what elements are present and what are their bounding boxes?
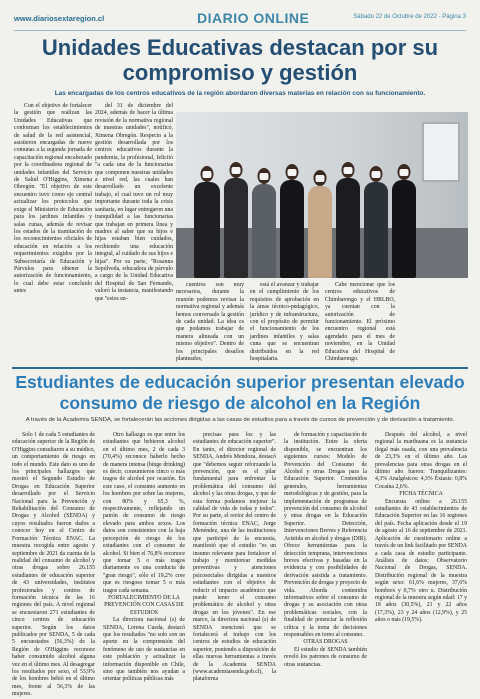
photo-person bbox=[224, 178, 248, 278]
section-title: DIARIO ONLINE bbox=[197, 10, 310, 26]
article2-subheading-prevention: FORTALECIMIENTO DE LA PREVENCIÓN CON CASAS DE ESTUDIOS bbox=[104, 594, 184, 616]
article1-headline: Unidades Educativas destacan por su compromiso y gestión bbox=[41, 35, 439, 85]
site-url[interactable]: www.diariosextaregion.cl bbox=[14, 14, 105, 23]
article1-col3-text: cuentros son muy necesarios, durante la reunión podemos revisar la normativa regional y además hemos conversado la gestión de cada unidad. La idea es que podamos trabajar de manera alineada con un mismo objetivo". Dentro de los principales desafíos planteados, bbox=[176, 282, 244, 363]
article1-col1-text: Con el objetivo de fortalecer la gestión que realizan las Unidades Educativas que conforman los establecimientos de salud de la red asistencial, asistieron encargadas de nueve comunas a la segunda jornada de capacitación regional encabezado por la coordinadora regional de unidades infantiles del Servicio de Salud O'Higgins, Ximena Obregón. "El objetivo de este encuentro tuvo como eje central actualizar los protocolos que exige el Ministerio de Educación para los jardines infantiles y salas cunas, además de revisar los estados de la tramitación de los reconocimientos oficiales de educación en relación a los requerimientos exigidos por la Subsecretaría de Educación y Párvulos para obtener la autorización de funcionamiento, lo cual debe estar concluido antes bbox=[14, 103, 92, 295]
photo-window bbox=[422, 122, 460, 182]
article1-column-3 bbox=[176, 282, 244, 362]
article1-col4-text: está el avanzar y trabajar en el cumplimiento de los requisitos de aprobación en la áreas técnico-pedagógico, jurídico y de infraestructura, con el propósito de permitir el funcionamiento de los jardines infantiles y salas cuna que se encuentran distribuidos en la red hospitalaria. bbox=[250, 282, 319, 363]
page-header bbox=[14, 8, 466, 31]
article2-headline: Estudiantes de educación superior presentan elevado consumo de riesgo de alcohol en la Región bbox=[15, 372, 465, 413]
article1-deck: Las encargadas de los centros educativos de la región abordaron diversas materias en relación con su funcionamiento. bbox=[54, 90, 426, 97]
article2-col5b-text: Encuesta online a 26.155 estudiantes de 43 establecimientos de Educación Superior en las 16 regiones del país. Fecha aplicación desde el 19 de agosto al 16 de septiembre de 2021. Aplicación de cuestionario online a través de un link facilitado por SENDA a cada casa de estudio participante. Análisis de datos: Observatorio Nacional de Drogas, SENDA. Distribución regional de la muestra según sexo: 61,6% mujeres, 37,6% hombres y 0,7% otro u. Distribución regional de la muestra según edad: 17 y 18 años (30,5%), 21 y 22 años (17,3%), 23 y 24 años (12,9%), y 25 años o más (19,5%). bbox=[375, 498, 467, 624]
article2-deck: A través de la Academia SENDA, se fortalecerán las acciones dirigidas a las casas de estudios para a través de cursos de prevención y de derivación a tratamiento. bbox=[25, 417, 455, 423]
article2-col4b-text: El estudio de SENDA también reveló los patrones de consumo de otras sustancias. bbox=[284, 646, 367, 668]
article2-column-3 bbox=[193, 432, 276, 683]
section-divider bbox=[12, 367, 468, 369]
article1-column-5 bbox=[325, 282, 395, 362]
article2-column-1 bbox=[12, 432, 95, 698]
photo-person bbox=[392, 180, 416, 278]
article2-column-5 bbox=[375, 432, 467, 665]
photo-person bbox=[252, 184, 276, 278]
article2-col1-text: Solo 1 de cada 5 estudiantes de educación superior de la Región de O'Higgins consultaron a su médico, un comportamiento de riesgo en todo el mundo. Este dato es uno de los principales hallazgos que mostró el Segundo Estudio de Drogas en Educación Superior desarrollado por el Servicio Nacional para la Prevención y Rehabilitación del Consumo de Drogas y Alcohol (SENDA) y cuyos resultados fueron dados a conocer hoy en el Centro de Formación Técnica ENAC. La muestra recogida entre agosto y septiembre de 2021 da cuenta de la realidad del consumo de alcohol y otras drogas sobre 26.155 estudiantes de educación superior de 43 universidades, institutos profesionales y centros de formación técnica de las 16 regiones del país. A nivel regional se encuestaron 271 estudiantes de cinco centros de educación superior. Según los datos publicados por SENDA, 5 de cada 5 encuestados (56,3%) de la Región de O'Higgins reconoce haber consumido alcohol alguna vez en el último mes. Al desagregar los resultados por sexo, el 53,9% de los hombres bebió en el último mes, frente al 56,3% de las mujeres. bbox=[12, 432, 95, 698]
article1-column-2 bbox=[95, 103, 173, 358]
article2-col3-text: precisas para los y las estudiantes de educación superior". En tanto, el director regional de SENDA, Andrés Mendoza, destacó que "debemos seguir reforzando la prevención, que es el pilar fundamental para enfrentar la problemática del consumo del alcohol y las otras drogas, y que de esta forma podamos mejorar la calidad de vida de todas y todos". Por su parte, el rector del centro de formación técnica ENAC, Jorge Menéndez, una de las instituciones que participó de la encuesta, manifestó que el estudio "es un insumo relevante para fortalecer el trabajo y monitorear medidas preventivas y atenciones psicosociales dirigidas a nuestros estudiantes con el objetivo de reducir el impacto académico que puede tener el consumo problemático de alcohol y otras drogas en los jóvenes". En ese marco, la directora nacional (s) de SENDA mencionó que se fortalecerá el trabajo con los centros de estudios de educación superior, poniendo a disposición de ellas nuevas herramientas a través de la Academia SENDA (www.academiasenda.gob.cl), la plataforma bbox=[193, 432, 276, 683]
article2-col2-text: Otro hallazgo es que entre los estudiantes que bebieron alcohol en el último mes, 2 de cada 3 (70,4%) reconoce haberlo hecho de manera intensa (binge drinking) es decir, consumieron cinco o más tragos de alcohol por ocasión. En este caso, el consumo aumento en los hombres por sobre las mujeres, con 80% y 65,3 %, respectivamente, reflejando un patrón de consumo de riesgo elevado para ambos sexos. Los datos son consistentes con la baja percepción de riesgo de los estudiantes con el consumo de alcohol. Si bien el 76,8% reconoce que tomar 5 o más tragos diariamente es una conducta de "gran riesgo", sólo el 19,2% cree que es riesgoso tomar 5 o más tragos cada semana. bbox=[103, 432, 185, 594]
article2-col2b-text: La directora nacional (s) de SENDA, Lorena Cueda, destacó que los resultados "no solo son un aporte en la comprensión del fenómeno de uso de sustancias en este población y actualizar la información disponible en Chile, sino que también nos ayudan a orientar políticas públicas más bbox=[103, 617, 185, 683]
photo-person bbox=[364, 182, 388, 278]
article2-col4-text: de formación y capacitación de la institución. Entre la oferta disponible, se encuentran los siguientes cursos: Modelo de Prevención del Consumo de Alcohol y otras Drogas para la Educación Superior. Contenidos generales, herramientas metodológicas y de gestión, para la implementación de programas de prevención del consumo de alcohol y otras drogas en la Educación Superior. Detección, Intervenciones Breves y Referencia Asistida en alcohol y drogas (DIR). Ofrece herramientas para la detección temprana, intervenciones breves efectivas y basadas en la evidencia y con posibilidades de derivación asistida a tratamiento. Prevención de drogas y proyecto de vida. Aborda contenidos informativos sobre el consumo de drogas y su asociación con otras problemáticas sociales, con la finalidad de potenciar la reflexión crítica y la toma de decisiones responsables en torno al consumo. bbox=[284, 432, 367, 638]
photo-person bbox=[280, 180, 304, 278]
issue-date: Sábado 22 de Octubre de 2022 - Página 3 bbox=[353, 14, 466, 20]
photo-person bbox=[308, 186, 332, 278]
article1-column-1 bbox=[14, 103, 92, 358]
article1-photo bbox=[176, 112, 468, 278]
article1-column-4 bbox=[250, 282, 319, 362]
article2-subheading-technical-sheet: FICHA TÉCNICA bbox=[399, 491, 443, 498]
photo-person bbox=[336, 178, 360, 278]
article2-subheading-other-drugs: OTRAS DROGAS bbox=[303, 639, 348, 646]
article1-col5-text: Cabe mencionar que los centros educativos de Chimbarongo y el HRLBO, ya cuentan con la autorización de funcionamiento. El próximo encuentro regional está agendado para el mes de noviembre, en la Unidad Educativa del Hospital de Chimbarongo. bbox=[325, 282, 395, 363]
photo-person bbox=[194, 182, 220, 278]
article2-column-2 bbox=[103, 432, 185, 683]
article1-col2-text: del 31 de diciembre del 2024, además de hacer la última revisión de la normativa regional de nuestras unidades", notificó, Ximena Obregón. Respecto a la gestión desarrollada por los centros educativos durante la pandemia, la profesional, felicitó "a cada una de la funcionarias que componen nuestras unidades a nivel red, las cuales han desarrollado un excelente trabajo, el cual tuvo un rol muy importante durante toda la crisis sanitaria, en lugar entregaron una tranquilidad a las funcionarias que trabajan en primera línea y madres al saber que su hijos e hijas estaban bien cuidados, recibiendo una educación integral, al cuidado de sus hijos e hijas". Por su parte, "Rosanna Sepúlveda, educadora de párvulo a cargo de la Unidad Educativa del Hospital de San Fernando, valoró la instancia, manifestando que "estos en- bbox=[95, 103, 173, 302]
article2-col5-text: Después del alcohol, a nivel regional la marihuana es la sustancia ilegal más usada, con una prevalencia de 23,3% en el último año. Las prevalencias para otras drogas en el último año fueron: Tranquilizantes: 4,3% Analgésicos: 4,3% Éxtasis: 0,8% Cocaína 2,6%. bbox=[375, 432, 467, 490]
article2-column-4 bbox=[284, 432, 367, 668]
